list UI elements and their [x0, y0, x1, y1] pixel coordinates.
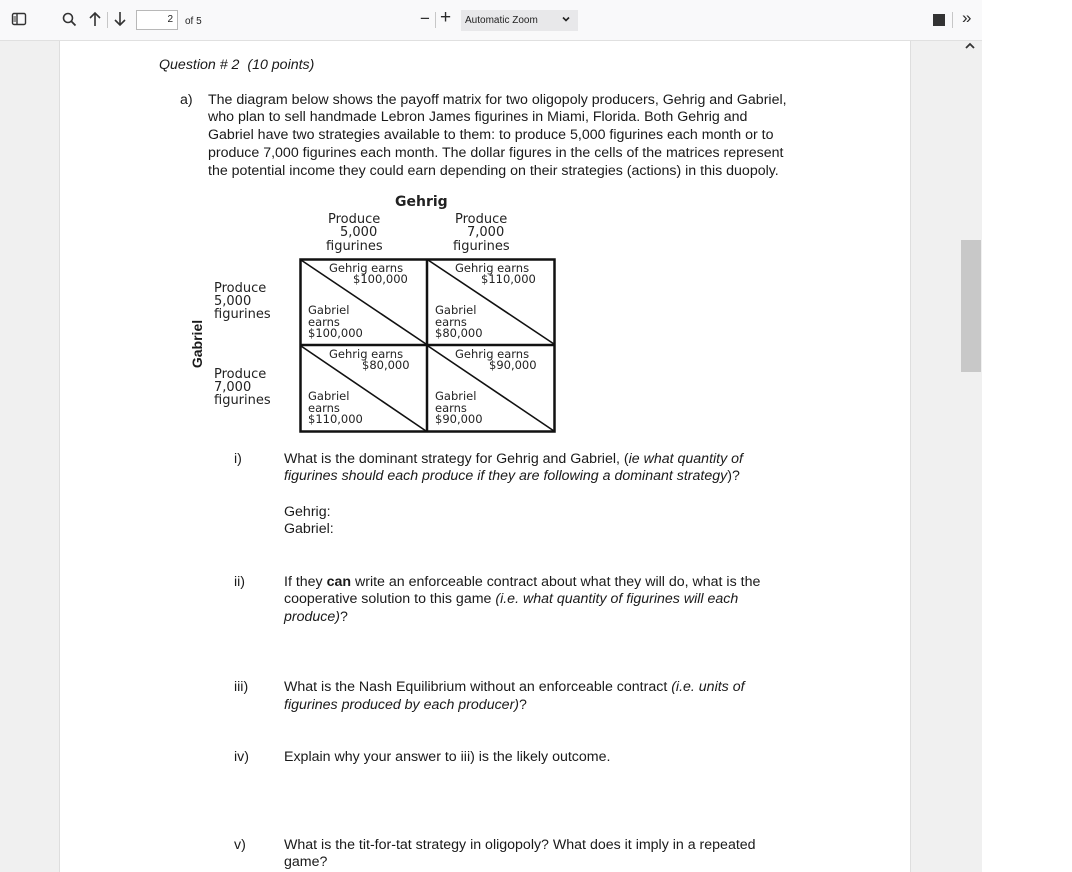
- row2-header-1: Produce: [214, 367, 267, 382]
- part-a-line-3: Gabriel have two strategies available to them: to produce 5,000 figurines each month or to: [208, 127, 774, 143]
- question-iii-line-2: figurines produced by each producer)?: [284, 697, 527, 713]
- col2-header-1: Produce: [455, 212, 508, 227]
- question-iv-label: iv): [234, 749, 249, 765]
- col1-header-3: figurines: [326, 239, 383, 254]
- question-iii-line-1: What is the Nash Equilibrium without an enforceable contract (i.e. units of: [284, 679, 745, 695]
- row2-header-2: 7,000: [214, 380, 252, 395]
- part-a-line-4: produce 7,000 figurines each month. The dollar figures in the cells of the matrices represent: [208, 145, 784, 161]
- previous-page-button[interactable]: [88, 11, 102, 32]
- chevron-down-icon: [561, 14, 571, 27]
- gehrig-answer-label: Gehrig:: [284, 504, 331, 520]
- top-player-label: Gehrig: [395, 194, 448, 210]
- cell-2-top-line-2: $110,000: [481, 272, 536, 286]
- zoom-out-button[interactable]: −: [420, 9, 430, 28]
- page-count: of 5: [185, 16, 202, 27]
- col1-header-1: Produce: [328, 212, 381, 227]
- cell-1-bottom-line-3: $100,000: [308, 326, 363, 340]
- zoom-select[interactable]: [461, 10, 578, 31]
- tools-menu-button[interactable]: »: [962, 8, 972, 27]
- row1-header-3: figurines: [214, 307, 271, 322]
- cell-2-top-line-1: Gehrig earns: [455, 261, 530, 275]
- pdf-toolbar: [0, 0, 982, 41]
- zoom-in-button[interactable]: +: [440, 7, 452, 28]
- cell-3-top-line-1: Gehrig earns: [329, 347, 404, 361]
- part-a-line-1: The diagram below shows the payoff matrix for two oligopoly producers, Gehrig and Gabriel,: [208, 92, 787, 108]
- scroll-up-icon[interactable]: [964, 38, 976, 56]
- page-number-input[interactable]: 2: [136, 10, 178, 30]
- cell-1-bottom-line-1: Gabriel: [308, 303, 350, 317]
- sidebar-toggle-icon[interactable]: [11, 11, 27, 32]
- cell-4-bottom-line-1: Gabriel: [435, 389, 477, 403]
- cell-3-bottom-line-2: earns: [308, 401, 340, 415]
- row1-header-2: 5,000: [214, 294, 252, 309]
- find-icon[interactable]: [62, 12, 77, 32]
- question-v-label: v): [234, 837, 246, 853]
- gabriel-answer-label: Gabriel:: [284, 521, 334, 537]
- scrollbar[interactable]: [960, 41, 982, 872]
- col2-header-3: figurines: [453, 239, 510, 254]
- cell-4-bottom-line-2: earns: [435, 401, 467, 415]
- question-ii-line-1: If they can write an enforceable contract about what they will do, what is the: [284, 574, 761, 590]
- scrollbar-thumb[interactable]: [961, 240, 981, 372]
- question-iv-line-1: Explain why your answer to iii) is the likely outcome.: [284, 749, 611, 765]
- question-iii-label: iii): [234, 679, 249, 695]
- question-ii-line-3: produce)?: [284, 609, 348, 625]
- cell-1-top-line-1: Gehrig earns: [329, 261, 404, 275]
- cell-3-bottom-line-1: Gabriel: [308, 389, 350, 403]
- question-title: Question # 2 (10 points): [159, 57, 315, 73]
- col2-header-2: 7,000: [467, 225, 505, 240]
- cell-2-bottom-line-2: earns: [435, 315, 467, 329]
- row1-header-1: Produce: [214, 281, 267, 296]
- cell-2-bottom-line-1: Gabriel: [435, 303, 477, 317]
- question-ii-line-2: cooperative solution to this game (i.e. what quantity of figurines will each: [284, 591, 739, 607]
- presentation-mode-icon[interactable]: [932, 13, 946, 32]
- side-player-label: Gabriel: [189, 319, 205, 369]
- part-a-line-5: the potential income they could earn depending on their strategies (actions) in this duopoly.: [208, 163, 779, 179]
- question-i-line-1: What is the dominant strategy for Gehrig and Gabriel, (ie what quantity of: [284, 451, 743, 467]
- cell-2-bottom-line-3: $80,000: [435, 326, 483, 340]
- cell-1-top-line-2: $100,000: [353, 272, 408, 286]
- question-i-label: i): [234, 451, 242, 467]
- question-ii-label: ii): [234, 574, 246, 590]
- cell-4-top-line-1: Gehrig earns: [455, 347, 530, 361]
- cell-3-top-line-2: $80,000: [362, 358, 410, 372]
- zoom-select-value: Automatic Zoom: [465, 15, 538, 26]
- cell-4-bottom-line-3: $90,000: [435, 412, 483, 426]
- cell-3-bottom-line-3: $110,000: [308, 412, 363, 426]
- question-i-line-2: figurines should each produce if they are following a dominant strategy)?: [284, 468, 740, 484]
- cell-4-top-line-2: $90,000: [489, 358, 537, 372]
- col1-header-2: 5,000: [340, 225, 378, 240]
- part-a-label: a): [180, 92, 193, 108]
- question-v-line-2: game?: [284, 854, 328, 870]
- cell-1-bottom-line-2: earns: [308, 315, 340, 329]
- part-a-line-2: who plan to sell handmade Lebron James figurines in Miami, Florida. Both Gehrig and: [208, 109, 748, 125]
- row2-header-3: figurines: [214, 393, 271, 408]
- next-page-button[interactable]: [113, 11, 127, 32]
- question-v-line-1: What is the tit-for-tat strategy in oligopoly? What does it imply in a repeated: [284, 837, 756, 853]
